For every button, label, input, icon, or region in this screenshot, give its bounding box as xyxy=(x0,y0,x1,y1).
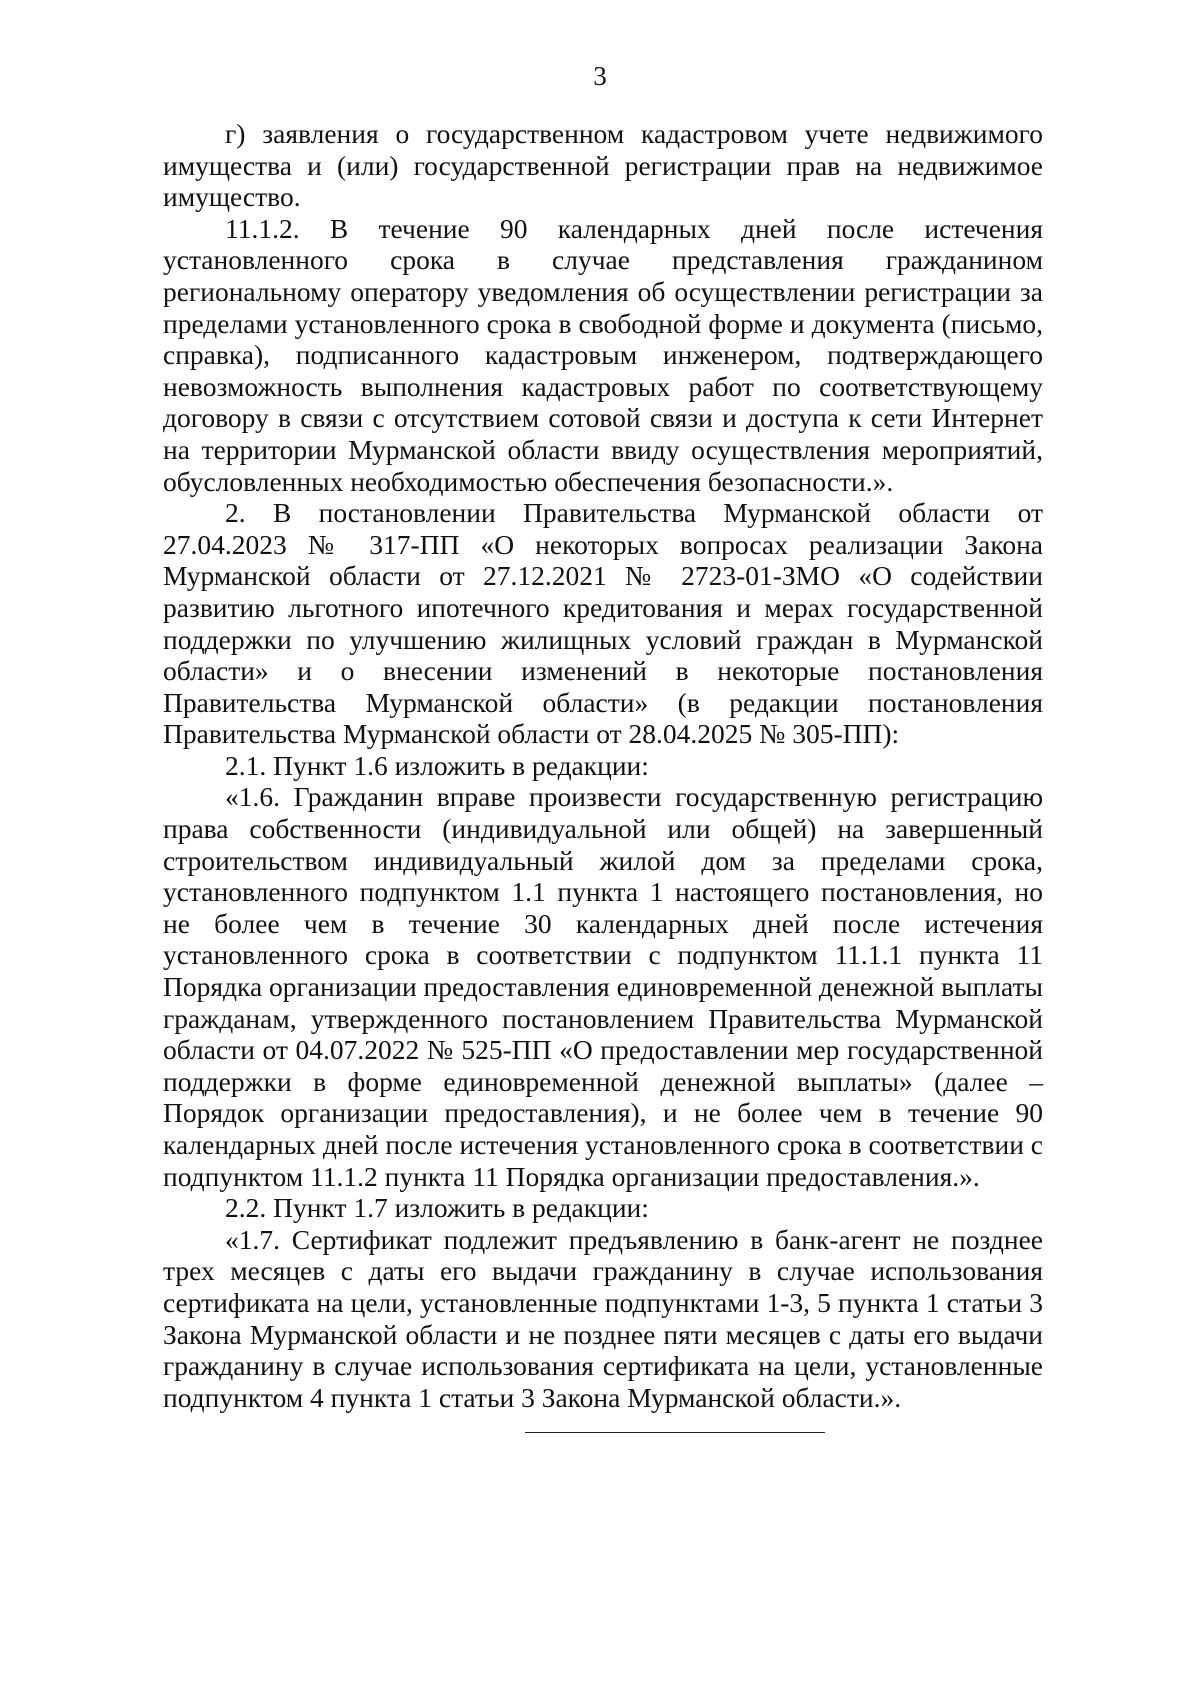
paragraph-1-6-text: «1.6. Гражданин вправе произвести государственную регистрацию права собственности (индивидуальной или общей) на завершенный строительством индивидуальный жилой дом за пределами срока, установленного подпунктом 1.1 пункта 1 настоящего постановления, но не более чем в течение 30 календарных дней после истечения установленного срока в соответствии с подпунктом 11.1.1 пункта 11 Порядка организации предоставления единовременной денежной выплаты гражданам, утвержденного постановлением Правительства Мурманской области от 04.07.2022 № 525-ПП «О предоставлении мер государственной поддержки в форме единовременной денежной выплаты» (далее – Порядок организации предоставления), и не более чем в течение 90 календарных дней после истечения установленного срока в соответствии с подпунктом 11.1.2 пункта 11 Порядка организации предоставления.». xyxy=(163,781,1043,1192)
paragraph-11-1-2: 11.1.2. В течение 90 календарных дней после истечения установленного срока в случае представления гражданином региональному оператору уведомления об осуществлении регистрации за пределами установленного срока в свободной форме и документа (письмо, справка), подписанного кадастровым инженером, подтверждающего невозможность выполнения кадастровых работ по соответствующему договору в связи с отсутствием сотовой связи и доступа к сети Интернет на территории Мурманской области ввиду осуществления мероприятий, обусловленных необходимостью обеспечения безопасности.». xyxy=(163,212,1043,497)
paragraph-2-2: 2.2. Пункт 1.7 изложить в редакции: xyxy=(225,1192,649,1224)
document-body xyxy=(163,118,1043,1413)
end-rule-divider xyxy=(525,1432,825,1433)
page-number: 3 xyxy=(593,61,607,91)
paragraph-item-g: г) заявления о государственном кадастровом учете недвижимого имущества и (или) государственной регистрации прав на недвижимое имущество. xyxy=(163,118,1043,213)
paragraph-2-1: 2.1. Пункт 1.6 изложить в редакции: xyxy=(225,749,649,781)
paragraph-1-7-text: «1.7. Сертификат подлежит предъявлению в банк-агент не позднее трех месяцев с даты его выдачи гражданину в случае использования сертификата на цели, установленные подпунктами 1-3, 5 пункта 1 статьи 3 Закона Мурманской области и не позднее пяти месяцев с даты его выдачи гражданину в случае использования сертификата на цели, установленные подпунктом 4 пункта 1 статьи 3 Закона Мурманской области.». xyxy=(163,1223,1043,1413)
paragraph-2: 2. В постановлении Правительства Мурманской области от 27.04.2023 № 317-ПП «О некоторых вопросах реализации Закона Мурманской области от 27.12.2021 № 2723-01-ЗМО «О содействии развитию льготного ипотечного кредитования и мерах государственной поддержки по улучшению жилищных условий граждан в Мурманской области» и о внесении изменений в некоторые постановления Правительства Мурманской области» (в редакции постановления Правительства Мурманской области от 28.04.2025 № 305-ПП): xyxy=(163,497,1043,750)
